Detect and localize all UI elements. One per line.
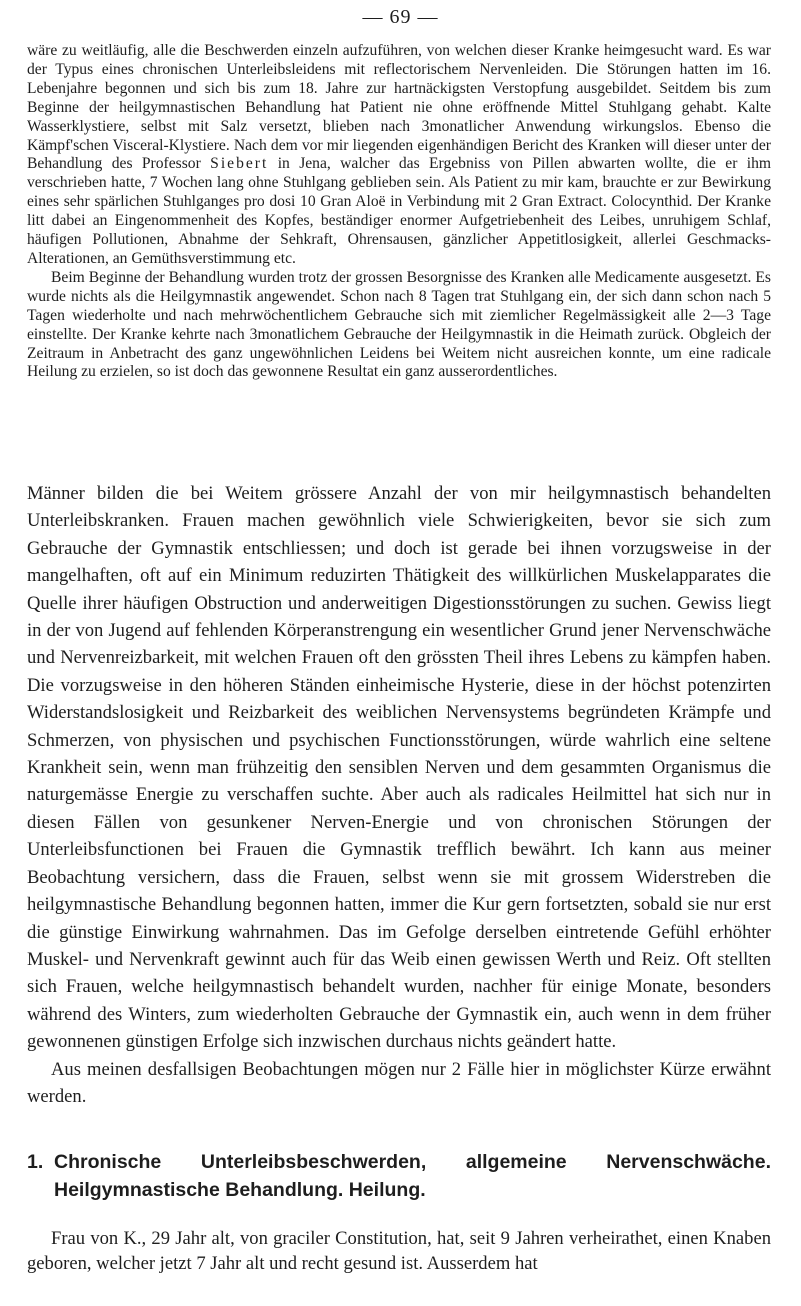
case-intro [27,1226,771,1276]
case-paragraph-1-rest: in Jena, walcher das Ergebniss von Pillen abwarten wollte, die er ihm verschrieben hatte, 7 Wochen lang ohne Stuhlgang geblieben sein. Als Patient zu mir kam, brauchte er zur Bewirkung eines sehr spärlichen Stuhlganges pro dosi 10 Gran Aloë in Verbindung mit 2 Gran Extract. Colocynthid. Der Kranke litt dabei an Eingenommenheit des Kopfes, beständiger enormer Aufgetriebenheit des Leibes, unruhigem Schlaf, häufigen Pollutionen, Abnahme der Sehkraft, Ohrensausen, gänzlicher Appetitlosigkeit, allerlei Geschmacks-Alterationen, an Gemüthsverstimmung etc. [27,155,772,267]
section-title: Chronische Unterleibsbeschwerden, allgemeine Nervenschwäche. Heilgymnastische Behandlung. Heilung. [54,1151,771,1201]
case-report-small-print [27,42,771,382]
case-paragraph-1-text: wäre zu weitläufig, alle die Beschwerden einzeln aufzuführen, von welchen dieser Kranke heimgesucht ward. Es war der Typus eines chronischen Unterleibsleidens mit reflectorischem Nervenleiden. Die Störungen hatten im 16. Lebenjahre begonnen und sich bis zum 18. Jahre zur hartnäckigsten Verstopfung ausgebildet. Seitdem bis zum Beginne der heilgymnastischen Behandlung hat Patient nie ohne eröffnende Mittel Stuhlgang gehabt. Kalte Wasserklystiere, selbst mit Salz versetzt, blieben nach 3monatlicher Anwendung wirkungslos. Ebenso die Kämpf'schen Visceral-Klystiere. Nach dem vor mir liegenden eigenhändigen Bericht des Kranken will dieser unter der Behandlung des Professor [27,42,771,173]
page-number: — 69 — [362,6,439,28]
section-number: 1. [27,1151,44,1173]
professor-name: Siebert [210,155,269,173]
main-body-text [27,480,771,1110]
case-paragraph-1 [27,42,771,269]
section-heading [27,1148,771,1204]
case-paragraph-2: Beim Beginne der Behandlung wurden trotz der grossen Besorgnisse des Kranken alle Medicamente ausgesetzt. Es wurde nichts als die Heilgymnastik angewendet. Schon nach 8 Tagen trat Stuhlgang ein, der sich dann schon nach 5 Tagen wiederholte und nach mehrwöchentlichem Gebrauche sich mit ziemlicher Regelmässigkeit alle 2—3 Tage einstellte. Der Kranke kehrte nach 3monatlichem Gebrauche der Heilgymnastik in die Heimath zurück. Obgleich der Zeitraum in Anbetracht des ganz ungewöhnlichen Leidens bei Weitem nicht ausreichen konnte, um eine radicale Heilung zu erzielen, so ist doch das gewonnene Resultat ein ganz ausserordentliches. [27,268,771,381]
case-intro-paragraph: Frau von K., 29 Jahr alt, von graciler Constitution, hat, seit 9 Jahren verheirathet, einen Knaben geboren, welcher jetzt 7 Jahr alt und recht gesund ist. Ausserdem hat [27,1228,771,1274]
main-paragraph-2: Aus meinen desfallsigen Beobachtungen mögen nur 2 Fälle hier in möglichster Kürze erwähnt werden. [27,1058,771,1107]
main-paragraph-1: Männer bilden die bei Weitem grössere Anzahl der von mir heilgymnastisch behandelten Unterleibskranken. Frauen machen gewöhnlich viele Schwierigkeiten, bevor sie sich zum Gebrauche der Gymnastik entschliessen; und doch ist gerade bei ihnen vorzugsweise in der mangelhaften, oft auf ein Minimum reduzirten Thätigkeit des willkürlichen Muskelapparates die Quelle ihrer häufigen Obstruction und anderweitigen Digestionsstörungen zu suchen. Gewiss liegt in der von Jugend auf fehlenden Körperanstrengung ein wesentlicher Grund jener Nervenschwäche und Nervenreizbarkeit, mit welchen Frauen oft den grössten Theil ihres Lebens zu kämpfen haben. Die vorzugsweise in den höheren Ständen einheimische Hysterie, diese in der höchst potenzirten Widerstandslosigkeit und Reizbarkeit des weiblichen Nervensystems begründeten Krämpfe und Schmerzen, von physischen und psychischen Functionsstörungen, würde wahrlich eine seltene Krankheit sein, wenn man frühzeitig den sensiblen Nerven und dem gesammten Organismus die naturgemässe Energie zu verschaffen suchte. Aber auch als radicales Heilmittel hat sich nur in diesen Fällen von gesunkener Nerven-Energie und von chronischen Störungen der Unterleibsfunctionen bei Frauen die Gymnastik trefflich bewährt. Ich kann aus meiner Beobachtung versichern, dass die Frauen, selbst wenn sie mit grossem Widerstreben die heilgymnastische Behandlung begonnen hatten, immer die Kur gern fortsetzten, sobald sie nur erst die günstige Einwirkung wahrnahmen. Das im Gefolge derselben eintretende Gefühl erhöhter Muskel- und Nervenkraft gewinnt auch für das Weib einen gewissen Werth und Reiz. Oft stellten sich Frauen, welche heilgymnastisch behandelt wurden, nachher für einige Monate, besonders während des Winters, zum wiederholten Gebrauche der Gymnastik ein, auch wenn in dem früher gewonnenen günstigen Erfolge sich inzwischen durchaus nichts geändert hatte. [27,483,771,1053]
